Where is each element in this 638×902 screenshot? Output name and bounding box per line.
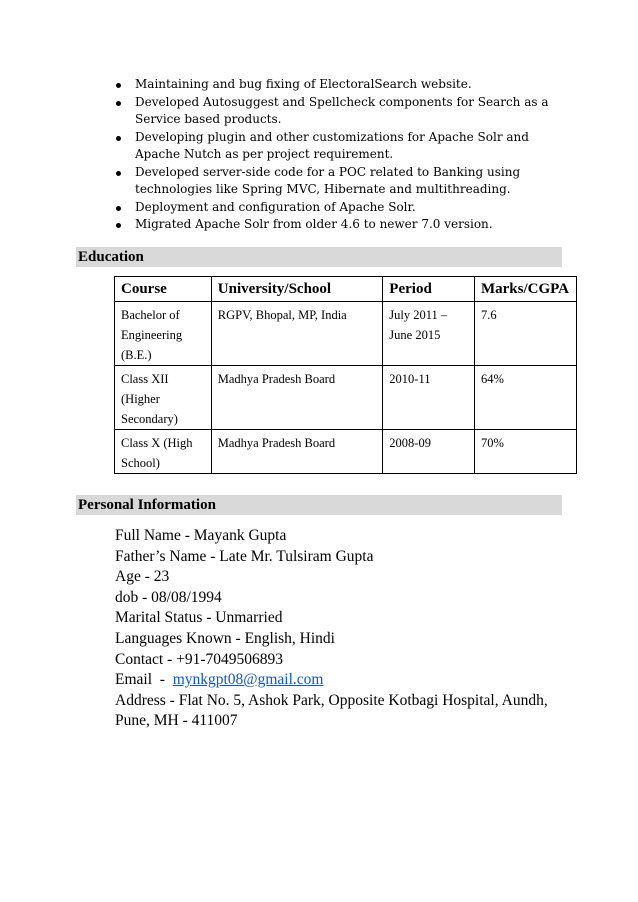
bullet-item <box>110 129 570 164</box>
personal-info-block <box>115 526 548 732</box>
cell-university: RGPV, Bhopal, MP, India <box>211 302 383 366</box>
bullet-item <box>110 94 570 129</box>
email-label: Email - <box>115 671 173 689</box>
marital-status: Marital Status - Unmarried <box>115 609 283 627</box>
bullet-text: Maintaining and bug fixing of ElectoralSearch website. <box>135 77 472 91</box>
bullet-text: Developed Autosuggest and Spellcheck components for Search as a Service based products. <box>135 94 549 126</box>
address-line-1: Address - Flat No. 5, Ashok Park, Opposite Kotbagi Hospital, Aundh, <box>115 691 548 709</box>
table-header-row <box>115 277 577 302</box>
cell-marks: 70% <box>474 430 576 474</box>
dob: dob - 08/08/1994 <box>115 588 222 606</box>
cell-period: July 2011 – June 2015 <box>383 302 475 366</box>
bullet-text: Deployment and configuration of Apache Solr. <box>135 199 416 214</box>
bullet-item <box>110 164 570 199</box>
cell-marks: 7.6 <box>474 302 576 366</box>
column-header-marks: Marks/CGPA <box>474 277 576 302</box>
bullet-text: Migrated Apache Solr from older 4.6 to newer 7.0 version. <box>135 217 493 231</box>
table-row <box>115 302 577 366</box>
cell-period: 2010-11 <box>383 366 475 430</box>
education-table <box>114 276 577 474</box>
bullet-icon <box>116 101 121 106</box>
email-link[interactable]: mynkgpt08@gmail.com <box>172 671 324 689</box>
cell-course: Class XII (Higher Secondary) <box>115 366 212 430</box>
cell-period: 2008-09 <box>383 430 475 474</box>
bullet-item <box>110 216 570 234</box>
experience-bullet-list <box>110 76 570 234</box>
table-row <box>115 366 577 430</box>
education-section-header: Education <box>76 247 562 267</box>
bullet-item <box>110 199 570 217</box>
column-header-university: University/School <box>211 277 383 302</box>
cell-course: Bachelor of Engineering (B.E.) <box>115 302 212 366</box>
address-line-2: Pune, MH - 411007 <box>115 712 238 730</box>
bullet-text: Developing plugin and other customizations for Apache Solr and Apache Nutch as per project requirement. <box>135 129 529 161</box>
age: Age - 23 <box>115 568 170 586</box>
bullet-icon <box>116 171 121 176</box>
languages-known: Languages Known - English, Hindi <box>115 629 335 647</box>
bullet-item <box>110 76 570 94</box>
bullet-text: Developed server-side code for a POC related to Banking using technologies like Spring MVC, Hibernate and multithreading. <box>135 164 521 196</box>
personal-info-section-header: Personal Information <box>76 495 562 515</box>
cell-university: Madhya Pradesh Board <box>211 366 383 430</box>
table-row <box>115 430 577 474</box>
bullet-icon <box>116 136 121 141</box>
column-header-period: Period <box>383 277 475 302</box>
cell-university: Madhya Pradesh Board <box>211 430 383 474</box>
bullet-icon <box>116 83 121 88</box>
contact: Contact - +91-7049506893 <box>115 650 284 668</box>
cell-marks: 64% <box>474 366 576 430</box>
column-header-course: Course <box>115 277 212 302</box>
cell-course: Class X (High School) <box>115 430 212 474</box>
email-line <box>115 670 548 691</box>
bullet-icon <box>116 223 121 228</box>
full-name: Full Name - Mayank Gupta <box>115 527 287 544</box>
father-name: Father’s Name - Late Mr. Tulsiram Gupta <box>115 547 374 565</box>
bullet-icon <box>116 206 121 211</box>
